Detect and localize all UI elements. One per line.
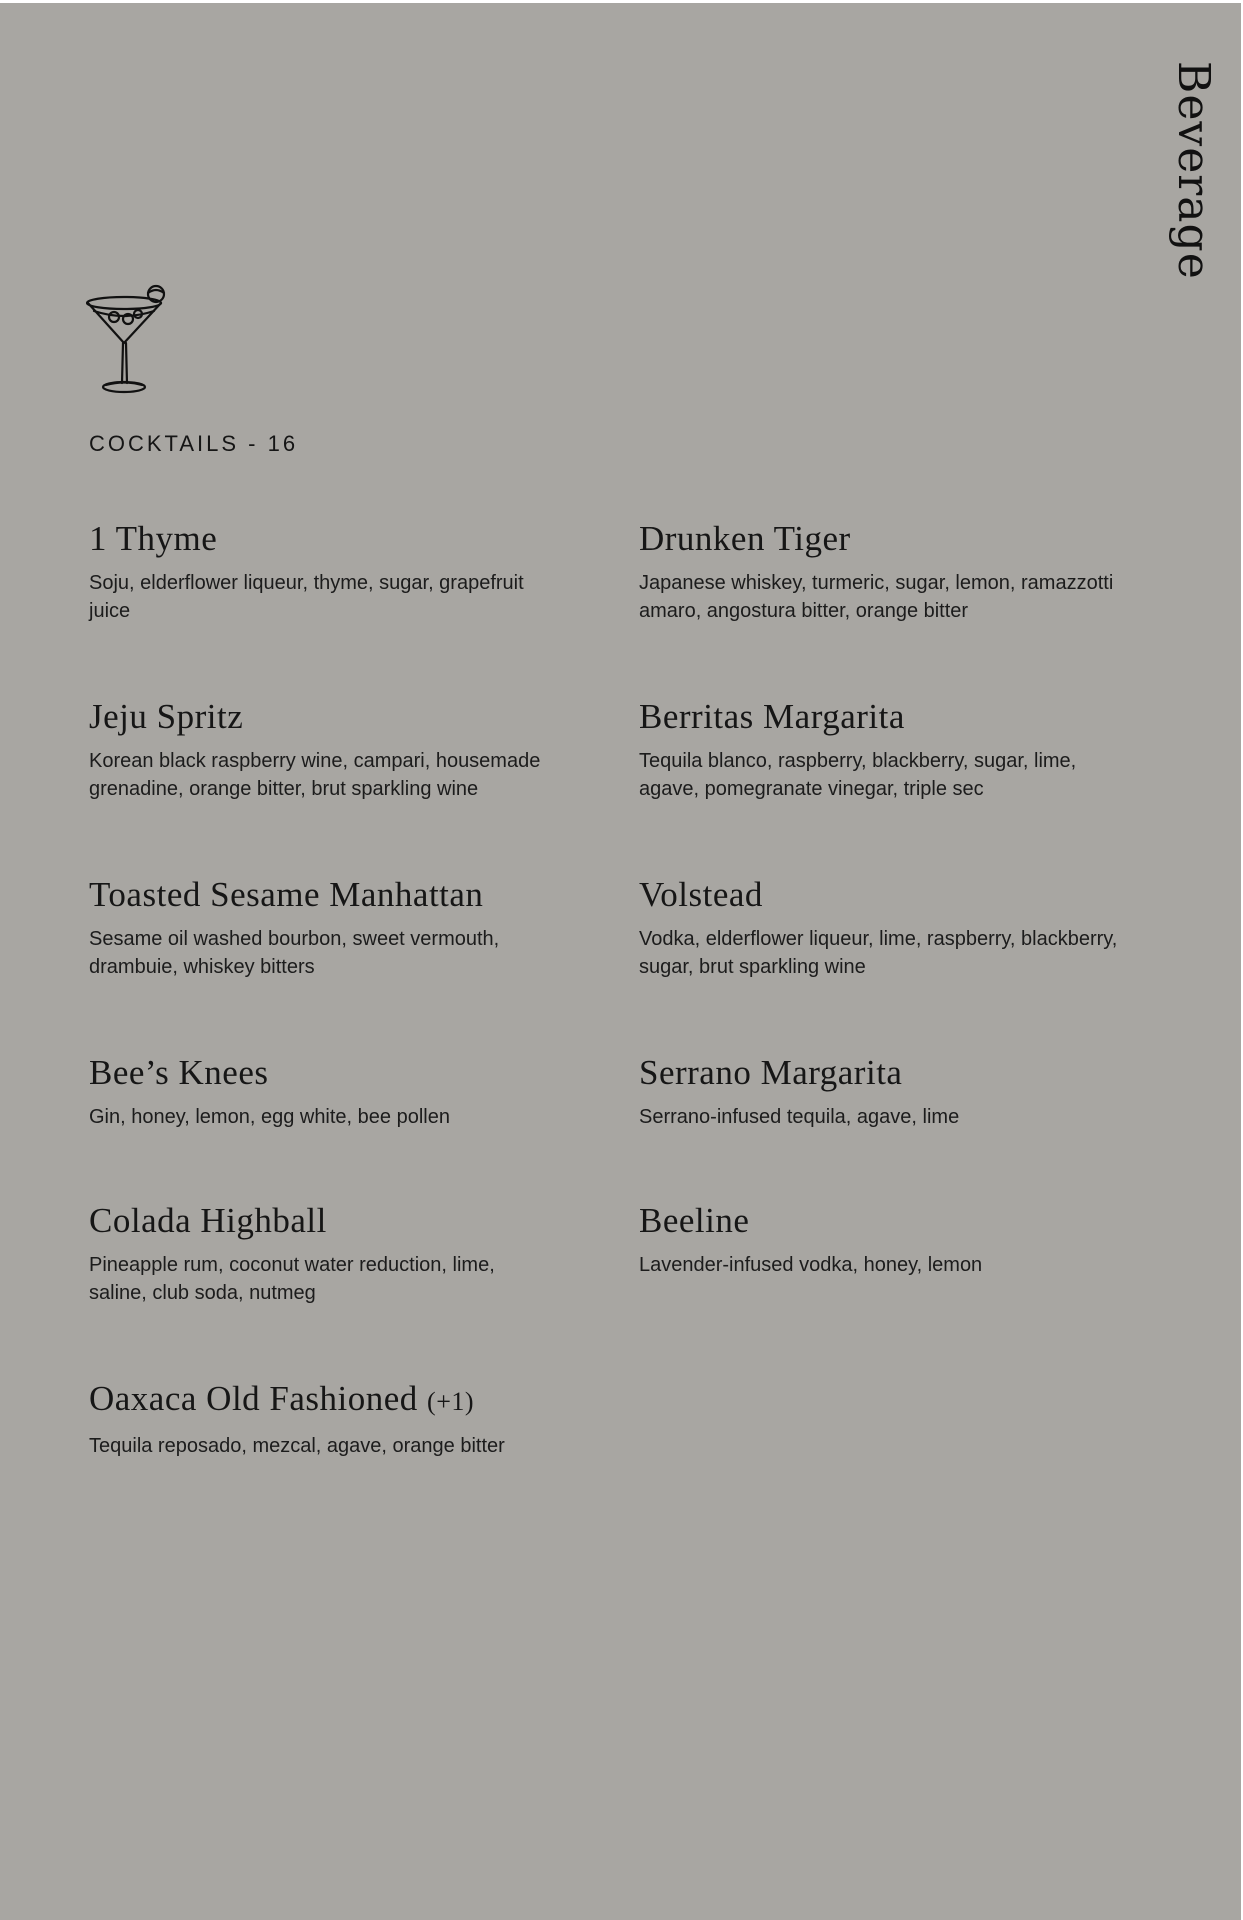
- item-name: 1 Thyme: [89, 519, 218, 558]
- item-description: Gin, honey, lemon, egg white, bee pollen: [89, 1106, 450, 1128]
- item-name: Berritas Margarita: [639, 697, 905, 736]
- item-description: Tequila reposado, mezcal, agave, orange bitter: [89, 1435, 505, 1457]
- item-description: Tequila blanco, raspberry, blackberry, sugar, lime, agave, pomegranate vinegar, triple sec: [639, 750, 1077, 800]
- item-name: Volstead: [639, 875, 763, 914]
- item-description: Vodka, elderflower liqueur, lime, raspberry, blackberry, sugar, brut sparkling wine: [639, 928, 1118, 978]
- section-title: COCKTAILS - 16: [89, 431, 299, 456]
- page-side-title: Beverage: [1168, 61, 1219, 280]
- item-description: Korean black raspberry wine, campari, housemade grenadine, orange bitter, brut sparkling wine: [89, 750, 541, 800]
- item-name: Bee’s Knees: [89, 1053, 269, 1092]
- cocktail-list: [89, 515, 1149, 1553]
- menu-item: [89, 1197, 639, 1375]
- menu-item: [89, 1375, 639, 1553]
- martini-glass-icon: [86, 281, 172, 397]
- menu-item: [89, 1049, 639, 1197]
- item-description: Soju, elderflower liqueur, thyme, sugar, grapefruit juice: [89, 572, 524, 622]
- menu-item: [639, 1197, 1149, 1375]
- menu-item: [89, 693, 639, 871]
- item-name: Toasted Sesame Manhattan: [89, 875, 484, 914]
- menu-item: [639, 1049, 1149, 1197]
- menu-page: [0, 3, 1241, 1920]
- item-name: Serrano Margarita: [639, 1053, 903, 1092]
- item-description: Japanese whiskey, turmeric, sugar, lemon, ramazzotti amaro, angostura bitter, orange bitter: [639, 572, 1114, 622]
- item-name: Jeju Spritz: [89, 697, 244, 736]
- item-description: Pineapple rum, coconut water reduction, lime, saline, club soda, nutmeg: [89, 1254, 495, 1304]
- menu-item: [89, 871, 639, 1049]
- item-name: Drunken Tiger: [639, 519, 851, 558]
- item-description: Lavender-infused vodka, honey, lemon: [639, 1254, 983, 1276]
- menu-item: [639, 693, 1149, 871]
- menu-item: [639, 871, 1149, 1049]
- item-name: Oaxaca Old Fashioned (+1): [89, 1379, 475, 1418]
- menu-item: [89, 515, 639, 693]
- item-description: Serrano-infused tequila, agave, lime: [639, 1106, 960, 1128]
- item-name: Beeline: [639, 1201, 750, 1240]
- menu-item: [639, 515, 1149, 693]
- item-description: Sesame oil washed bourbon, sweet vermouth, drambuie, whiskey bitters: [89, 928, 500, 978]
- surcharge-label: (+1): [427, 1387, 475, 1416]
- item-name: Colada Highball: [89, 1201, 327, 1240]
